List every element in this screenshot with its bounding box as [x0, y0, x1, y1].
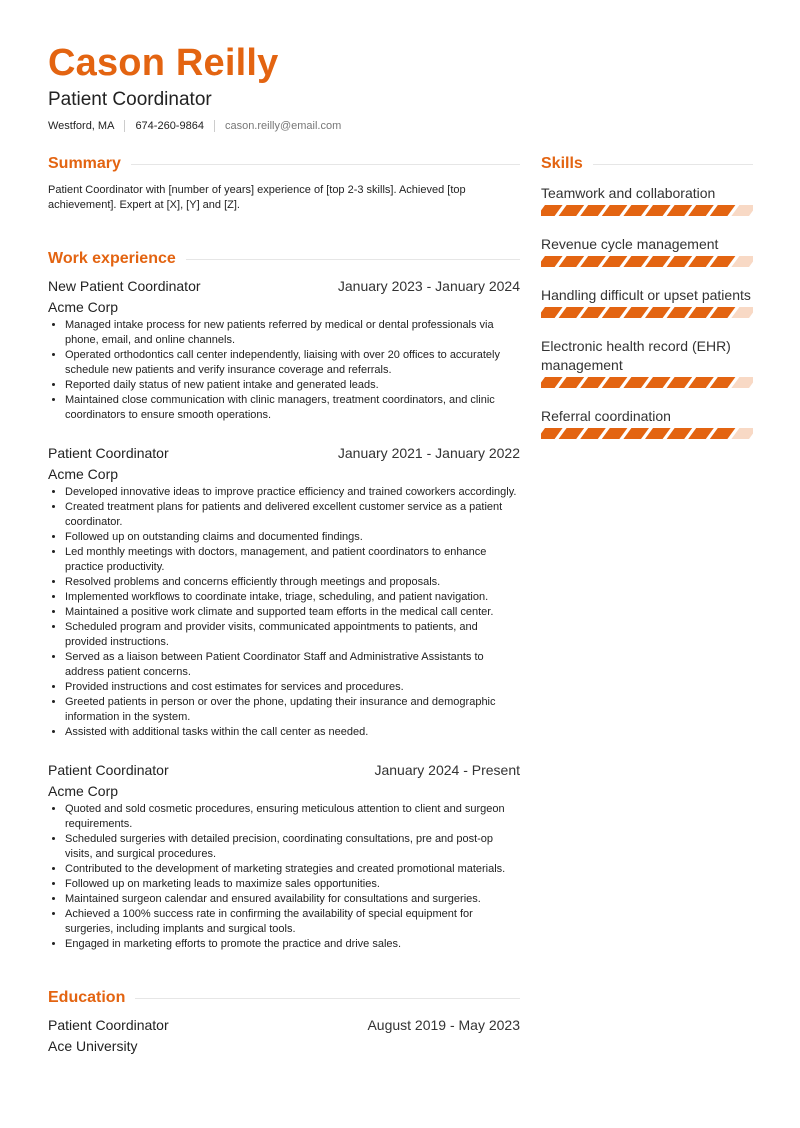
bullet-item: • Quoted and sold cosmetic procedures, ensuring meticulous attention to client and surgeon requirements.	[65, 802, 520, 832]
skill-level-bar	[541, 428, 753, 439]
bullet-item: • Maintained close communication with clinic managers, treatment coordinators, and clinic coordinators to ensure smooth operations.	[65, 393, 520, 423]
skill-segment-filled	[541, 307, 563, 318]
skill-segment-filled	[559, 205, 585, 216]
skill-name: Revenue cycle management	[541, 236, 719, 252]
job-entry	[48, 276, 520, 423]
skill-segment-filled	[645, 205, 671, 216]
skill-segment-empty	[731, 307, 753, 318]
skill-segment-filled	[623, 307, 649, 318]
job-entry	[48, 443, 520, 740]
bullet-item: • Maintained surgeon calendar and ensured availability for consultations and surgeries.	[65, 892, 520, 907]
job-dates: January 2021 - January 2022	[337, 445, 520, 461]
section-rule	[131, 164, 520, 165]
skill-segment-empty	[731, 428, 753, 439]
education-section-header	[48, 984, 520, 1012]
contact-line	[48, 118, 341, 134]
skill-segment-empty	[731, 377, 753, 388]
skill-segment-filled	[645, 256, 671, 267]
summary-section-header	[48, 150, 520, 178]
skill-segment-filled	[667, 377, 693, 388]
job-bullets	[48, 318, 520, 423]
section-title-summary: Summary	[48, 155, 121, 172]
skill-name: Teamwork and collaboration	[541, 185, 716, 201]
bullet-item: • Contributed to the development of marketing strategies and created promotional materials.	[65, 862, 520, 877]
job-dates: January 2023 - January 2024	[337, 278, 520, 294]
skill-segment-filled	[602, 256, 628, 267]
job-header	[48, 443, 520, 463]
skill-segment-filled	[710, 205, 736, 216]
skill-segment-filled	[688, 205, 714, 216]
skill-segment-filled	[559, 256, 585, 267]
job-bullets	[48, 485, 520, 740]
skill-segment-filled	[580, 428, 606, 439]
skill-segment-filled	[688, 256, 714, 267]
skill-segment-filled	[541, 205, 563, 216]
skill-item	[541, 337, 753, 393]
skill-segment-filled	[623, 205, 649, 216]
bullet-item: • Greeted patients in person or over the phone, updating their insurance and demographic information in the system.	[65, 695, 520, 725]
experience-section-header	[48, 245, 520, 273]
phone-text[interactable]: 674-260-9864	[135, 120, 204, 132]
section-title-experience: Work experience	[48, 250, 176, 267]
bullet-item: • Implemented workflows to coordinate intake, triage, scheduling, and patient navigation.	[65, 590, 520, 605]
education-degree: Patient Coordinator	[48, 1017, 169, 1033]
skill-segment-filled	[602, 205, 628, 216]
job-entry	[48, 760, 520, 952]
job-bullets	[48, 802, 520, 952]
contact-divider	[124, 120, 125, 132]
skill-segment-filled	[710, 377, 736, 388]
skill-segment-empty	[731, 256, 753, 267]
skill-segment-filled	[645, 428, 671, 439]
bullet-item: • Assisted with additional tasks within the call center as needed.	[65, 725, 520, 740]
skill-segment-filled	[710, 307, 736, 318]
job-company: Acme Corp	[48, 783, 119, 799]
skill-segment-filled	[688, 428, 714, 439]
skill-name: Referral coordination	[541, 408, 671, 424]
skill-item	[541, 407, 753, 444]
skill-segment-filled	[688, 377, 714, 388]
skill-segment-filled	[559, 307, 585, 318]
bullet-item: • Developed innovative ideas to improve practice efficiency and trained coworkers accordingly.	[65, 485, 520, 500]
skill-segment-filled	[559, 428, 585, 439]
skill-segment-filled	[541, 256, 563, 267]
section-rule	[135, 998, 520, 999]
bullet-item: • Provided instructions and cost estimates for services and procedures.	[65, 680, 520, 695]
skill-name: Electronic health record (EHR) management	[541, 338, 731, 373]
skill-segment-filled	[580, 377, 606, 388]
skills-list	[541, 184, 753, 444]
bullet-item: • Scheduled surgeries with detailed precision, coordinating consultations, pre and post-op visits, and surgical procedures.	[65, 832, 520, 862]
skill-segment-empty	[731, 205, 753, 216]
sidebar-column	[541, 150, 753, 444]
bullet-item: • Maintained a positive work climate and supported team efforts in the medical call center.	[65, 605, 520, 620]
skill-segment-filled	[710, 256, 736, 267]
section-title-skills: Skills	[541, 155, 583, 172]
bullet-item: • Led monthly meetings with doctors, management, and patient coordinators to enhance practice productivity.	[65, 545, 520, 575]
skill-segment-filled	[559, 377, 585, 388]
skill-segment-filled	[645, 307, 671, 318]
skill-segment-filled	[580, 256, 606, 267]
skills-section-header	[541, 150, 753, 178]
email-link[interactable]: cason.reilly@email.com	[224, 120, 342, 132]
skill-segment-filled	[667, 307, 693, 318]
skill-segment-filled	[667, 428, 693, 439]
education-school: Ace University	[48, 1038, 138, 1054]
bullet-item: • Scheduled program and provider visits, communicated appointments to patients, and provided instructions.	[65, 620, 520, 650]
bullet-item: • Operated orthodontics call center independently, liaising with over 20 offices to accurately schedule new patients and verify insurance coverage and referrals.	[65, 348, 520, 378]
job-header	[48, 760, 520, 780]
job-company: Acme Corp	[48, 299, 119, 315]
summary-text: Patient Coordinator with [number of years] experience of [top 2-3 skills]. Achieved [top achievement]. Expert at [X], [Y] and [Z].	[48, 184, 466, 211]
skill-segment-filled	[602, 428, 628, 439]
section-title-education: Education	[48, 989, 126, 1006]
job-position: New Patient Coordinator	[48, 278, 201, 294]
skill-level-bar	[541, 377, 753, 388]
bullet-item: • Followed up on marketing leads to maximize sales opportunities.	[65, 877, 520, 892]
section-rule	[593, 164, 753, 165]
skill-level-bar	[541, 307, 753, 318]
job-company: Acme Corp	[48, 466, 119, 482]
skill-item	[541, 184, 753, 221]
education-dates: August 2019 - May 2023	[367, 1017, 520, 1033]
job-header	[48, 276, 520, 296]
bullet-item: • Reported daily status of new patient intake and generated leads.	[65, 378, 520, 393]
skill-item	[541, 286, 753, 323]
skill-level-bar	[541, 205, 753, 216]
bullet-item: • Engaged in marketing efforts to promote the practice and drive sales.	[65, 937, 520, 952]
skill-segment-filled	[580, 205, 606, 216]
bullet-item: • Managed intake process for new patients referred by medical or dental professionals via phone, email, and online channels.	[65, 318, 520, 348]
skill-segment-filled	[541, 428, 563, 439]
candidate-name: Cason Reilly	[48, 42, 279, 84]
skill-segment-filled	[602, 307, 628, 318]
skill-segment-filled	[602, 377, 628, 388]
location-text: Westford, MA	[48, 120, 115, 132]
contact-divider	[214, 120, 215, 132]
skill-segment-filled	[688, 307, 714, 318]
job-position: Patient Coordinator	[48, 762, 169, 778]
education-entry	[48, 1015, 520, 1057]
job-position: Patient Coordinator	[48, 445, 169, 461]
bullet-item: • Achieved a 100% success rate in confirming the availability of special equipment for surgeries, including implants and surgical tools.	[65, 907, 520, 937]
job-dates: January 2024 - Present	[374, 762, 520, 778]
skill-segment-filled	[623, 256, 649, 267]
main-column	[48, 150, 520, 1057]
skill-segment-filled	[667, 205, 693, 216]
skill-segment-filled	[710, 428, 736, 439]
skill-segment-filled	[623, 377, 649, 388]
bullet-item: • Created treatment plans for patients and delivered excellent customer service as a patient coordinator.	[65, 500, 520, 530]
skill-segment-filled	[580, 307, 606, 318]
bullet-item: • Followed up on outstanding claims and documented findings.	[65, 530, 520, 545]
skill-segment-filled	[645, 377, 671, 388]
bullet-item: • Resolved problems and concerns efficiently through meetings and proposals.	[65, 575, 520, 590]
job-title: Patient Coordinator	[48, 89, 212, 110]
skill-item	[541, 235, 753, 272]
skill-segment-filled	[623, 428, 649, 439]
section-rule	[186, 259, 520, 260]
skill-level-bar	[541, 256, 753, 267]
skill-name: Handling difficult or upset patients	[541, 287, 751, 303]
education-header	[48, 1015, 520, 1035]
bullet-item: • Served as a liaison between Patient Coordinator Staff and Administrative Assistants to address patient concerns.	[65, 650, 520, 680]
skill-segment-filled	[541, 377, 563, 388]
skill-segment-filled	[667, 256, 693, 267]
